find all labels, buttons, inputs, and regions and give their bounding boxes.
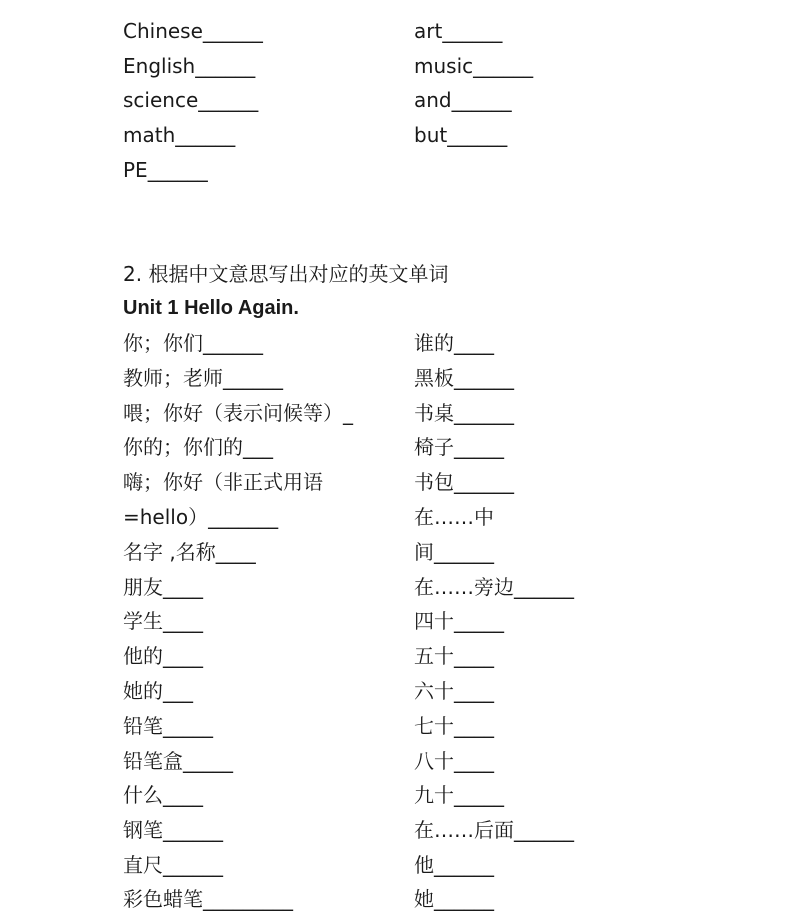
vocab-item: 六十____: [414, 679, 494, 703]
word-item-science: science______: [123, 88, 259, 112]
vocab-item: 椅子_____: [414, 435, 504, 459]
vocab-item: 九十_____: [414, 783, 504, 807]
vocab-item: 你的；你们的___: [123, 435, 273, 459]
vocab-item: 她______: [414, 887, 494, 911]
vocab-item: 在……后面______: [414, 818, 574, 842]
vocab-item: 钢笔______: [123, 818, 223, 842]
word-item-english: English______: [123, 54, 256, 78]
vocab-item: 直尺______: [123, 853, 223, 877]
vocab-item: 彩色蜡笔_________: [123, 887, 293, 911]
word-item-art: art______: [414, 19, 503, 43]
vocab-item: 你；你们______: [123, 331, 263, 355]
unit-title: Unit 1 Hello Again.: [123, 297, 299, 319]
vocab-item: 朋友____: [123, 575, 203, 599]
word-item-math: math______: [123, 123, 236, 147]
vocab-item: 在……旁边______: [414, 575, 574, 599]
vocab-item: 谁的____: [414, 331, 494, 355]
vocab-item: 书桌______: [414, 401, 514, 425]
vocab-item: 什么____: [123, 783, 203, 807]
word-item-pe: PE______: [123, 158, 208, 182]
vocab-item: 四十_____: [414, 609, 504, 633]
vocab-item: 他的____: [123, 644, 203, 668]
vocab-item: 名字 ,名称____: [123, 540, 256, 564]
vocab-item: 七十____: [414, 714, 494, 738]
vocab-item: 铅笔盒_____: [123, 749, 233, 773]
vocab-item: 黑板______: [414, 366, 514, 390]
vocab-item: 书包______: [414, 470, 514, 494]
vocab-item: 八十____: [414, 749, 494, 773]
vocab-item: 五十____: [414, 644, 494, 668]
vocab-item: 学生____: [123, 609, 203, 633]
vocab-item: 铅笔_____: [123, 714, 213, 738]
section-heading: 2. 根据中文意思写出对应的英文单词: [123, 262, 449, 286]
vocab-item: 嗨；你好（非正式用语: [123, 470, 323, 494]
word-item-music: music______: [414, 54, 534, 78]
word-item-but: but______: [414, 123, 508, 147]
word-item-chinese: Chinese______: [123, 19, 263, 43]
vocab-item: 间______: [414, 540, 494, 564]
vocab-item: 在……中: [414, 505, 494, 529]
vocab-item: 她的___: [123, 679, 193, 703]
vocab-item: 教师；老师______: [123, 366, 283, 390]
word-item-and: and______: [414, 88, 512, 112]
vocab-item: 他______: [414, 853, 494, 877]
vocab-item: 喂；你好（表示问候等）_: [123, 401, 353, 425]
vocab-item: =hello）_______: [123, 505, 279, 529]
